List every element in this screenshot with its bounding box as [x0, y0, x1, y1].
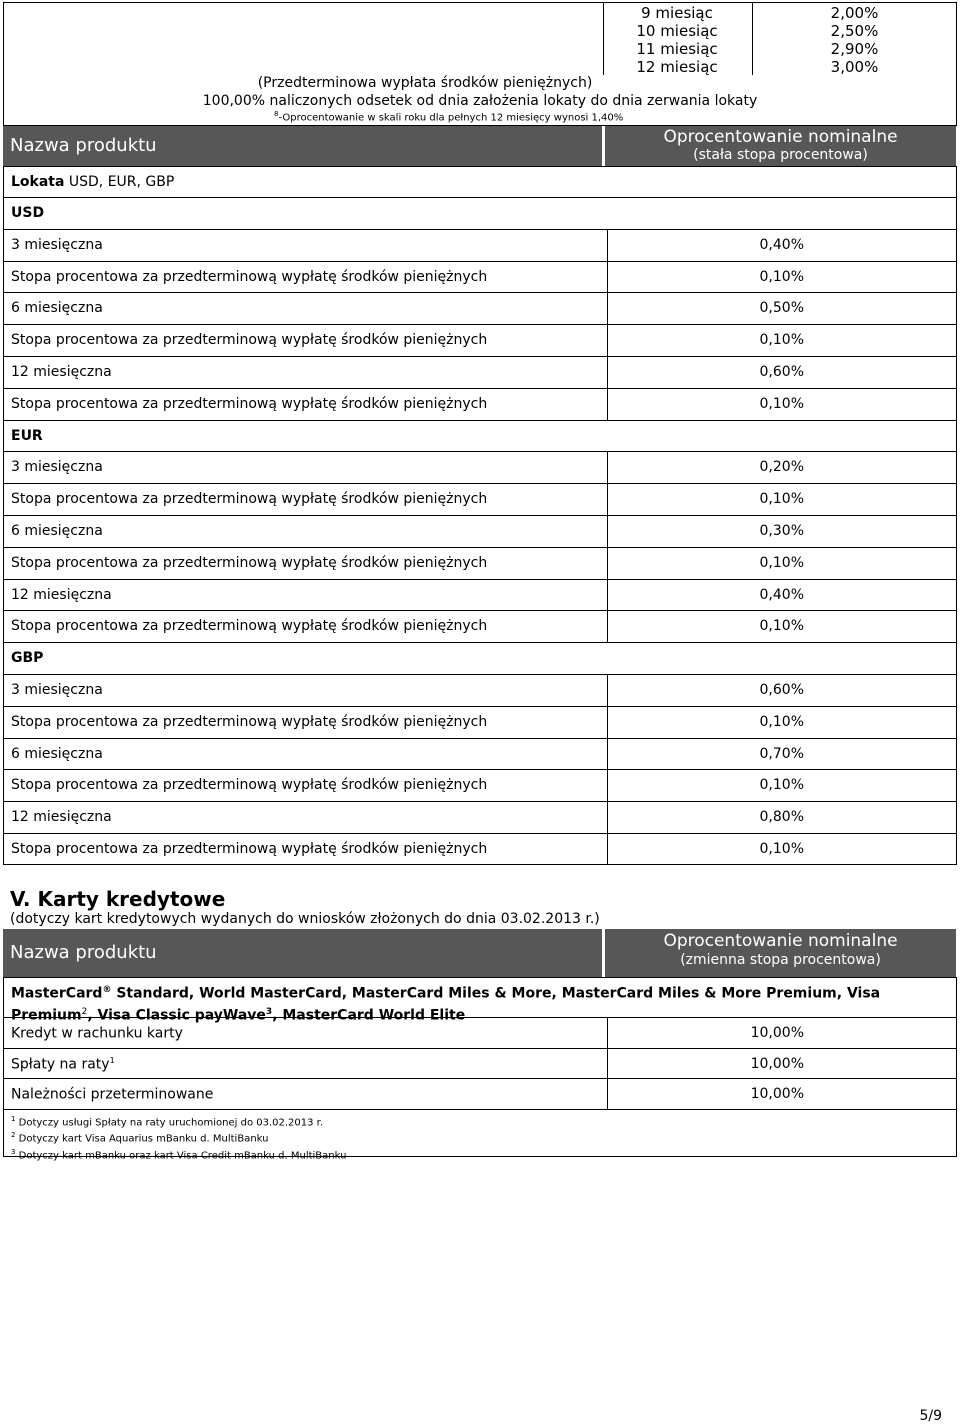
month-item: 10 miesiąc [636, 22, 718, 40]
card-rate-row [3, 1017, 957, 1048]
rate-row [3, 388, 957, 420]
card-mastercard: MasterCard [11, 985, 103, 1002]
annual-rate-footnote [274, 110, 623, 123]
column-divider [607, 293, 608, 324]
row-label: USD [11, 205, 45, 221]
row-label: 12 miesięczna [11, 364, 112, 380]
row-label: GBP [11, 650, 44, 667]
row-label: Stopa procentowa za przedterminową wypłatę środków pieniężnych [11, 777, 488, 794]
accrued-interest-note: 100,00% naliczonych odsetek od dnia założenia lokaty do dnia zerwania lokaty [202, 93, 758, 109]
card-nominal-rate-label: Oprocentowanie nominalne [663, 931, 898, 951]
row-label: Stopa procentowa za przedterminową wypłatę środków pieniężnych [11, 395, 488, 412]
row-value: 0,20% [759, 459, 804, 476]
row-label: 6 miesięczna [11, 300, 103, 317]
card-product-name-label: Nazwa produktu [10, 942, 157, 963]
lokata-currencies: USD, EUR, GBP [64, 174, 175, 190]
row-label: 3 miesięczna [11, 682, 103, 698]
rate-row [3, 483, 957, 515]
section-subtitle: (dotyczy kart kredytowych wydanych do wniosków złożonych do dnia 03.02.2013 r.) [10, 911, 600, 927]
card-rate-row [3, 1048, 957, 1079]
month-item: 9 miesiąc [641, 4, 713, 22]
row-label: 3 miesięczna [11, 459, 103, 476]
column-divider [607, 262, 608, 293]
column-divider [607, 802, 608, 833]
lokata-row [3, 166, 957, 197]
row-label: Stopa procentowa za przedterminową wypłatę środków pieniężnych [11, 713, 488, 730]
card-list-part: Standard, World MasterCard, MasterCard Miles & More, MasterCard Miles & More Premium, Visa [111, 985, 881, 1002]
card-row-value: 10,00% [750, 1025, 804, 1041]
rate-row [3, 833, 957, 865]
card-nominal-rate-header [605, 929, 956, 977]
column-divider [607, 675, 608, 706]
row-label: 3 miesięczna [11, 236, 103, 253]
months-list [603, 4, 751, 76]
column-divider [607, 770, 608, 801]
row-label: Stopa procentowa za przedterminową wypłatę środków pieniężnych [11, 332, 488, 349]
row-value: 0,10% [759, 554, 804, 571]
card-world-elite: , MasterCard World Elite [272, 1007, 466, 1024]
row-label: 12 miesięczna [11, 809, 112, 826]
column-divider [607, 230, 608, 261]
currency-section-row [3, 420, 957, 452]
rate-row [3, 356, 957, 388]
row-label: 12 miesięczna [11, 586, 112, 603]
card-nominal-rate-sublabel: (zmienna stopa procentowa) [680, 952, 881, 968]
rate-row [3, 547, 957, 579]
month-item: 11 miesiąc [636, 40, 718, 58]
row-value: 0,80% [759, 809, 804, 826]
nominal-rate-sublabel: (stała stopa procentowa) [693, 147, 868, 163]
column-divider [607, 452, 608, 483]
footnote-ref-3: 3 [265, 1006, 273, 1017]
row-value: 0,10% [759, 332, 804, 349]
column-divider [607, 611, 608, 642]
rate-row [3, 292, 957, 324]
product-name-header [3, 126, 602, 166]
row-label: 6 miesięczna [11, 523, 103, 539]
card-row-label: Należności przeterminowane [11, 1087, 214, 1104]
row-value: 0,10% [759, 491, 804, 508]
row-label: Stopa procentowa za przedterminową wypłatę środków pieniężnych [11, 618, 488, 635]
card-row-label: Spłaty na raty$^1$ [11, 1055, 115, 1073]
row-value: 0,70% [759, 745, 804, 762]
rate-row [3, 324, 957, 356]
currency-section-row [3, 197, 957, 229]
row-value: 0,10% [759, 395, 804, 412]
card-premium: Premium [11, 1007, 82, 1024]
rate-row [3, 674, 957, 706]
rate-row [3, 229, 957, 261]
nominal-rate-header [605, 126, 956, 166]
footnote-3: $^3$ Dotyczy kart mBanku oraz kart Visa Credit mBanku d. MultiBanku [11, 1147, 347, 1161]
row-value: 0,10% [759, 777, 804, 794]
footnote-ref-2: 2 [81, 1006, 88, 1017]
product-name-label: Nazwa produktu [10, 135, 157, 156]
month-item: 12 miesiąc [636, 58, 718, 76]
rate-row [3, 261, 957, 293]
registered-mark: ® [102, 985, 112, 995]
rate-row [3, 451, 957, 483]
rate-row [3, 579, 957, 611]
row-label: Stopa procentowa za przedterminową wypłatę środków pieniężnych [11, 554, 488, 571]
rate-item: 2,00% [830, 4, 879, 22]
card-row-value: 10,00% [750, 1086, 804, 1103]
row-value: 0,10% [759, 618, 804, 635]
card-rate-row [3, 1078, 957, 1109]
rate-row [3, 610, 957, 642]
row-value: 0,60% [759, 364, 804, 380]
rate-row [3, 738, 957, 770]
card-types-cell [3, 977, 957, 1024]
rate-item: 2,50% [830, 22, 879, 40]
row-value: 0,10% [759, 713, 804, 730]
row-value: 0,30% [759, 523, 804, 539]
footnote-1: $^1$ Dotyczy usługi Spłaty na raty uruchomionej do 03.02.2013 r. [11, 1115, 324, 1129]
column-divider [607, 707, 608, 738]
row-label: Stopa procentowa za przedterminową wypłatę środków pieniężnych [11, 268, 488, 285]
footnote-text: -Oprocentowanie w skali roku dla pełnych 12 miesięcy wynosi 1,40% [278, 112, 624, 124]
row-value: 0,40% [759, 586, 804, 603]
row-label: Stopa procentowa za przedterminową wypłatę środków pieniężnych [11, 841, 488, 857]
column-divider [607, 1018, 608, 1048]
column-divider [607, 548, 608, 579]
footnote-marker: 8 [274, 110, 279, 118]
rates-table-bottom-border [3, 864, 957, 865]
column-divider [607, 580, 608, 611]
column-divider [607, 389, 608, 420]
row-value: 0,60% [759, 682, 804, 698]
card-product-name-header [3, 929, 602, 977]
column-divider [607, 357, 608, 388]
page-number: 5/9 [919, 1408, 942, 1424]
row-value: 0,10% [759, 268, 804, 285]
row-label: Stopa procentowa za przedterminową wypłatę środków pieniężnych [11, 491, 488, 508]
row-label: EUR [11, 427, 43, 444]
rate-row [3, 769, 957, 801]
row-value: 0,40% [759, 236, 804, 253]
column-divider [607, 325, 608, 356]
footnotes-cell [3, 1109, 957, 1161]
row-label: 6 miesięczna [11, 745, 103, 762]
rate-row [3, 515, 957, 547]
rate-row [3, 706, 957, 738]
row-value: 0,10% [759, 841, 804, 857]
card-row-label: Kredyt w rachunku karty [11, 1025, 183, 1042]
card-paywave: , Visa Classic payWave [87, 1007, 266, 1024]
lokata-bold: Lokata [11, 174, 65, 190]
column-divider [607, 516, 608, 547]
nominal-rate-label: Oprocentowanie nominalne [663, 127, 898, 147]
footnotes-list [11, 1113, 346, 1162]
column-divider [607, 1079, 608, 1109]
card-row-value: 10,00% [750, 1055, 804, 1072]
column-divider [607, 484, 608, 515]
section-title: V. Karty kredytowe [10, 887, 226, 911]
rate-item: 3,00% [830, 58, 879, 76]
row-value: 0,50% [759, 300, 804, 317]
rates-list [753, 4, 956, 76]
column-divider [607, 834, 608, 865]
rate-item: 2,90% [830, 40, 879, 58]
currency-section-row [3, 642, 957, 674]
footnote-2: $^2$ Dotyczy kart Visa Aquarius mBanku d. MultiBanku [11, 1131, 269, 1145]
column-divider [607, 739, 608, 770]
early-withdrawal-note: (Przedterminowa wypłata środków pieniężnych) [257, 75, 593, 91]
rate-row [3, 801, 957, 833]
column-divider [607, 1049, 608, 1079]
